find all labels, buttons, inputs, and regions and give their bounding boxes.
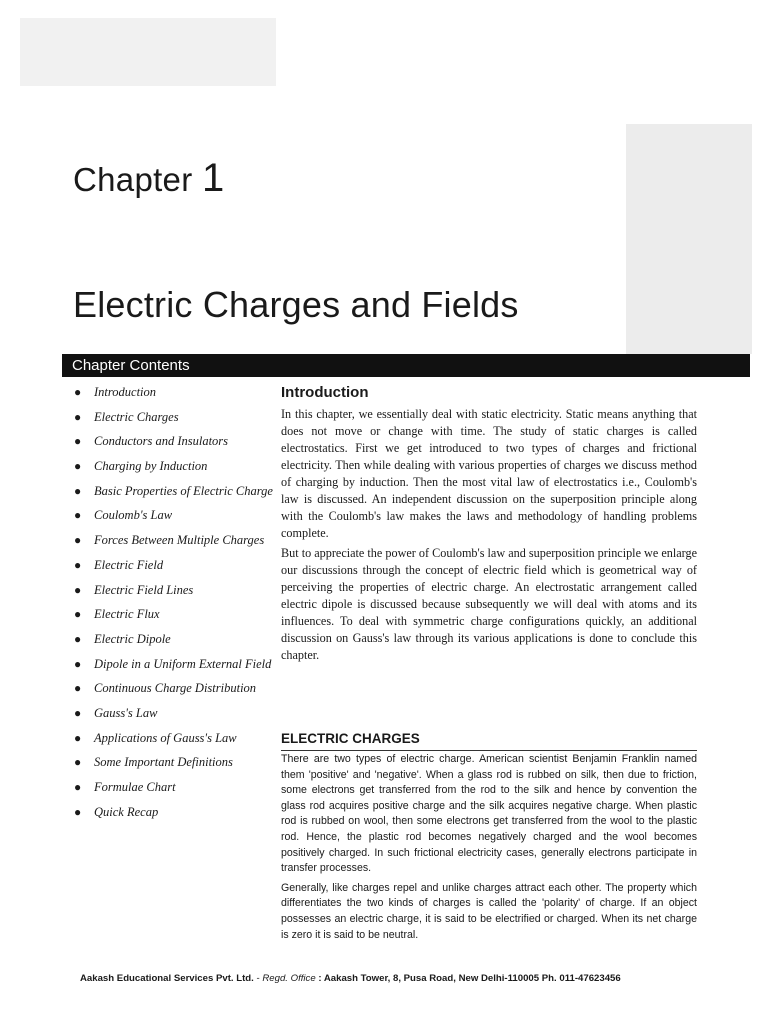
- toc-item: ● Introduction: [74, 385, 157, 399]
- chapter-word: Chapter: [73, 161, 193, 198]
- toc-item: ● Formulae Chart: [74, 780, 176, 794]
- toc-item: ● Forces Between Multiple Charges: [74, 533, 265, 548]
- toc-item: ● Applications of Gauss's Law: [74, 730, 237, 745]
- toc-item: ● Electric Field Lines: [74, 582, 194, 597]
- chapter-label: [73, 156, 225, 201]
- introduction-paragraph: In this chapter, we essentially deal with static electricity. Static means anything that does not move or change with time. The study of static charges is called electrostatics. First we get introduced to two types of charges and frictional electricity. Then while dealing with various properties of charges we discuss method of charging by induction. Then the most vital law of electrostatics i.e., Coulomb's law is discussed. An independent discussion on the superposition principle along with the Coulomb's law makes the laws and methodology of handling problems complete.: [281, 407, 697, 540]
- footer-regd-label: Regd. Office: [262, 973, 316, 984]
- toc-item: ● Electric Field: [74, 557, 164, 572]
- table-of-contents: [70, 384, 275, 828]
- electric-charges-paragraph: Generally, like charges repel and unlike charges attract each other. The property which differentiates the two kinds of charges is called the 'polarity' of charge. If an object possesses an electric charge, it is said to be electrified or charged. When its net charge is zero it is said to be neutral.: [281, 881, 697, 941]
- footer-address: : Aakash Tower, 8, Pusa Road, New Delhi-110005 Ph. 011-47623456: [315, 973, 621, 984]
- toc-item: ● Gauss's Law: [74, 705, 158, 720]
- toc-item: ● Electric Flux: [74, 607, 160, 622]
- toc-item: ● Quick Recap: [74, 804, 159, 819]
- toc-item: ● Basic Properties of Electric Charge: [74, 483, 273, 498]
- electric-charges-body: [281, 752, 697, 947]
- scan-shade-top: [20, 18, 276, 86]
- introduction-body: [281, 406, 697, 667]
- scan-shade-side: [626, 124, 752, 354]
- toc-item: ● Coulomb's Law: [74, 508, 173, 523]
- introduction-paragraph: But to appreciate the power of Coulomb's law and superposition principle we enlarge our discussions through the concept of electric field which is geometrical way of perceiving the properties of electric charge. An electrostatic arrangement called electric dipole is discussed because subsequently we will deal with atoms and its influences. To deal with symmetric charge configurations quickly, an additional discussion on Gauss's law through its various applications is done to conclude this chapter.: [281, 546, 697, 662]
- toc-item: ● Conductors and Insulators: [74, 434, 229, 449]
- toc-item: ● Electric Dipole: [74, 631, 171, 646]
- introduction-heading: Introduction: [281, 384, 369, 401]
- toc-item: ● Continuous Charge Distribution: [74, 681, 257, 696]
- toc-item: ● Some Important Definitions: [74, 755, 233, 770]
- chapter-contents-heading: Chapter Contents: [62, 354, 750, 377]
- electric-charges-paragraph: There are two types of electric charge. American scientist Benjamin Franklin named them 'positive' and 'negative'. When a glass rod is rubbed on silk, then due to friction, some electrons get transferred from the rod to the silk and hence by convention the glass rod acquires positive charge and the silk acquires negative charge. When plastic rod is rubbed on wool, then some electrons get transferred from the wool to the plastic rod. Hence, the plastic rod becomes negatively charged and the wool becomes positively charged. In such frictional electricity cases, generally electrons participate in transfer processes.: [281, 753, 697, 875]
- toc-item: ● Dipole in a Uniform External Field: [74, 656, 272, 671]
- chapter-number: 1: [201, 156, 225, 200]
- page-footer: [80, 973, 720, 984]
- chapter-title: Electric Charges and Fields: [73, 284, 519, 325]
- footer-organization: Aakash Educational Services Pvt. Ltd.: [80, 973, 254, 984]
- electric-charges-heading: ELECTRIC CHARGES: [281, 731, 420, 746]
- footer-separator: -: [253, 973, 263, 984]
- toc-item: ● Charging by Induction: [74, 459, 208, 474]
- toc-item: ● Electric Charges: [74, 409, 179, 424]
- section-divider: [281, 750, 697, 751]
